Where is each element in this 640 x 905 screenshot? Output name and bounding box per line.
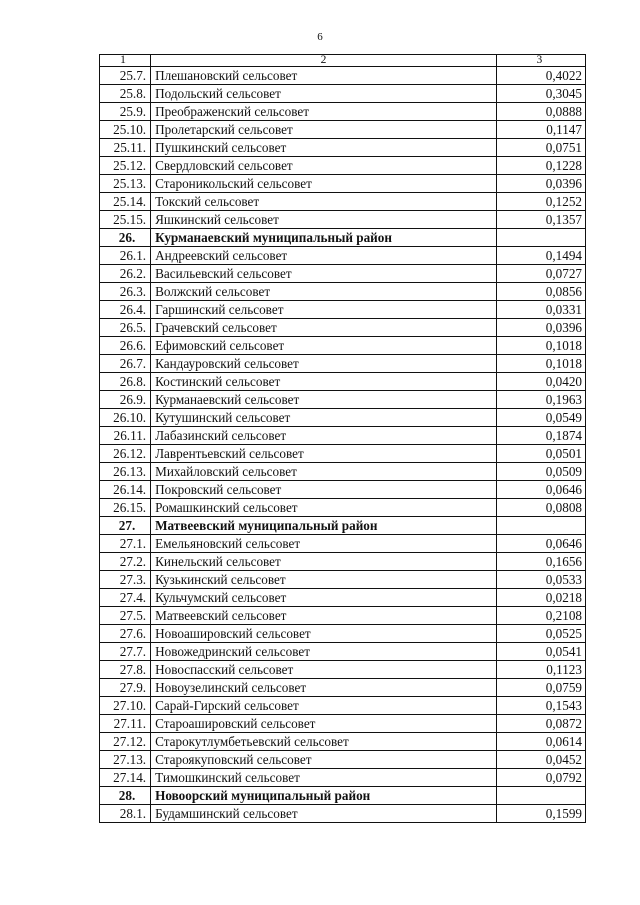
coefficient-value: 0,1874 (496, 427, 585, 445)
council-name: Тимошкинский сельсовет (151, 769, 497, 787)
row-number: 25.11. (100, 139, 151, 157)
row-number: 26.5. (100, 319, 151, 337)
table-row (100, 373, 586, 391)
coefficient-value: 0,3045 (496, 85, 585, 103)
row-number: 25.14. (100, 193, 151, 211)
table-row (100, 715, 586, 733)
coefficient-value: 0,1963 (496, 391, 585, 409)
council-name: Михайловский сельсовет (151, 463, 497, 481)
row-number: 27.2. (100, 553, 151, 571)
row-number: 26.9. (100, 391, 151, 409)
row-number: 27.12. (100, 733, 151, 751)
row-number: 25.13. (100, 175, 151, 193)
table-row (100, 103, 586, 121)
table-row (100, 193, 586, 211)
council-name: Покровский сельсовет (151, 481, 497, 499)
council-name: Кузькинский сельсовет (151, 571, 497, 589)
page-number: 6 (317, 31, 323, 43)
council-name: Кинельский сельсовет (151, 553, 497, 571)
table-row (100, 211, 586, 229)
coefficient-value: 0,0751 (496, 139, 585, 157)
table-row (100, 463, 586, 481)
council-name: Курманаевский сельсовет (151, 391, 497, 409)
table-row (100, 247, 586, 265)
coefficient-value: 0,1357 (496, 211, 585, 229)
row-number: 27.5. (100, 607, 151, 625)
coefficient-value: 0,0509 (496, 463, 585, 481)
table-row (100, 481, 586, 499)
coefficient-value: 0,1018 (496, 337, 585, 355)
council-name: Староникольский сельсовет (151, 175, 497, 193)
council-name: Токский сельсовет (151, 193, 497, 211)
coefficient-value: 0,0396 (496, 175, 585, 193)
coefficient-value: 0,0218 (496, 589, 585, 607)
row-number: 25.12. (100, 157, 151, 175)
table-row (100, 175, 586, 193)
council-name: Будамшинский сельсовет (151, 805, 497, 823)
coefficient-value: 0,0792 (496, 769, 585, 787)
council-name: Лабазинский сельсовет (151, 427, 497, 445)
row-number: 27.4. (100, 589, 151, 607)
coefficient-value: 0,0501 (496, 445, 585, 463)
coefficient-value: 0,4022 (496, 67, 585, 85)
council-name: Кутушинский сельсовет (151, 409, 497, 427)
council-name: Новожедринский сельсовет (151, 643, 497, 661)
section-row (100, 517, 586, 535)
row-number: 27.8. (100, 661, 151, 679)
row-number: 26.10. (100, 409, 151, 427)
table-row (100, 391, 586, 409)
row-number: 27.14. (100, 769, 151, 787)
table-row (100, 355, 586, 373)
coefficient-value: 0,1252 (496, 193, 585, 211)
district-name: Новоорский муниципальный район (151, 787, 497, 805)
coefficient-value (496, 787, 585, 805)
council-name: Емельяновский сельсовет (151, 535, 497, 553)
coefficient-value: 0,1494 (496, 247, 585, 265)
table-row (100, 571, 586, 589)
row-number: 26.7. (100, 355, 151, 373)
row-number: 27. (100, 517, 151, 535)
row-number: 26.3. (100, 283, 151, 301)
council-name: Васильевский сельсовет (151, 265, 497, 283)
council-name: Староашировский сельсовет (151, 715, 497, 733)
table-row (100, 679, 586, 697)
table-row (100, 751, 586, 769)
council-name: Новоузелинский сельсовет (151, 679, 497, 697)
council-name: Свердловский сельсовет (151, 157, 497, 175)
coefficient-value: 0,0549 (496, 409, 585, 427)
council-name: Новоспасский сельсовет (151, 661, 497, 679)
council-name: Новоашировский сельсовет (151, 625, 497, 643)
council-name: Пушкинский сельсовет (151, 139, 497, 157)
council-name: Преображенский сельсовет (151, 103, 497, 121)
section-row (100, 229, 586, 247)
table-header-row (100, 55, 586, 67)
table-row (100, 535, 586, 553)
table-row (100, 697, 586, 715)
coefficient-value: 0,0614 (496, 733, 585, 751)
coefficient-value: 0,0541 (496, 643, 585, 661)
council-name: Андреевский сельсовет (151, 247, 497, 265)
row-number: 27.13. (100, 751, 151, 769)
row-number: 26.15. (100, 499, 151, 517)
table-row (100, 337, 586, 355)
row-number: 25.8. (100, 85, 151, 103)
row-number: 26.14. (100, 481, 151, 499)
council-name: Кандауровский сельсовет (151, 355, 497, 373)
council-name: Старокутлумбетьевский сельсовет (151, 733, 497, 751)
coefficient-value: 0,0420 (496, 373, 585, 391)
row-number: 28. (100, 787, 151, 805)
council-name: Грачевский сельсовет (151, 319, 497, 337)
row-number: 27.3. (100, 571, 151, 589)
row-number: 26.11. (100, 427, 151, 445)
council-name: Пролетарский сельсовет (151, 121, 497, 139)
coefficient-value (496, 517, 585, 535)
coefficient-value: 0,0452 (496, 751, 585, 769)
coefficient-value: 0,0646 (496, 535, 585, 553)
row-number: 27.10. (100, 697, 151, 715)
coefficient-value: 0,1123 (496, 661, 585, 679)
row-number: 27.1. (100, 535, 151, 553)
coefficient-value: 0,0331 (496, 301, 585, 319)
coefficient-value: 0,1599 (496, 805, 585, 823)
column-header-2: 2 (151, 55, 497, 67)
row-number: 26. (100, 229, 151, 247)
coefficient-value: 0,1656 (496, 553, 585, 571)
data-table (99, 54, 586, 823)
table-row (100, 157, 586, 175)
row-number: 25.7. (100, 67, 151, 85)
coefficient-value: 0,1228 (496, 157, 585, 175)
coefficient-value: 0,2108 (496, 607, 585, 625)
coefficient-value: 0,0888 (496, 103, 585, 121)
row-number: 25.15. (100, 211, 151, 229)
row-number: 27.9. (100, 679, 151, 697)
table-row (100, 67, 586, 85)
table-row (100, 733, 586, 751)
coefficient-value: 0,0872 (496, 715, 585, 733)
row-number: 27.11. (100, 715, 151, 733)
coefficient-value: 0,1018 (496, 355, 585, 373)
table-row (100, 139, 586, 157)
council-name: Ефимовский сельсовет (151, 337, 497, 355)
row-number: 26.4. (100, 301, 151, 319)
coefficient-value: 0,0533 (496, 571, 585, 589)
row-number: 26.12. (100, 445, 151, 463)
row-number: 27.7. (100, 643, 151, 661)
table-row (100, 769, 586, 787)
council-name: Яшкинский сельсовет (151, 211, 497, 229)
row-number: 27.6. (100, 625, 151, 643)
table-row (100, 445, 586, 463)
table-row (100, 553, 586, 571)
row-number: 26.2. (100, 265, 151, 283)
coefficient-value: 0,0759 (496, 679, 585, 697)
council-name: Кульчумский сельсовет (151, 589, 497, 607)
row-number: 26.6. (100, 337, 151, 355)
row-number: 26.1. (100, 247, 151, 265)
council-name: Ромашкинский сельсовет (151, 499, 497, 517)
council-name: Плешановский сельсовет (151, 67, 497, 85)
coefficient-value (496, 229, 585, 247)
table-row (100, 319, 586, 337)
coefficient-value: 0,0525 (496, 625, 585, 643)
council-name: Волжский сельсовет (151, 283, 497, 301)
section-row (100, 787, 586, 805)
council-name: Гаршинский сельсовет (151, 301, 497, 319)
table-row (100, 589, 586, 607)
column-header-1: 1 (100, 55, 151, 67)
coefficient-value: 0,0646 (496, 481, 585, 499)
council-name: Подольский сельсовет (151, 85, 497, 103)
row-number: 25.10. (100, 121, 151, 139)
table-row (100, 661, 586, 679)
table-row (100, 283, 586, 301)
coefficient-value: 0,0396 (496, 319, 585, 337)
table-row (100, 499, 586, 517)
council-name: Староякуповский сельсовет (151, 751, 497, 769)
column-header-3: 3 (496, 55, 585, 67)
table-row (100, 607, 586, 625)
row-number: 28.1. (100, 805, 151, 823)
row-number: 25.9. (100, 103, 151, 121)
coefficient-value: 0,0727 (496, 265, 585, 283)
table-row (100, 427, 586, 445)
table-row (100, 625, 586, 643)
coefficient-value: 0,0856 (496, 283, 585, 301)
coefficient-value: 0,0808 (496, 499, 585, 517)
table-row (100, 643, 586, 661)
table-row (100, 265, 586, 283)
coefficient-value: 0,1543 (496, 697, 585, 715)
district-name: Курманаевский муниципальный район (151, 229, 497, 247)
council-name: Лаврентьевский сельсовет (151, 445, 497, 463)
table-row (100, 409, 586, 427)
table-row (100, 805, 586, 823)
table-row (100, 85, 586, 103)
council-name: Костинский сельсовет (151, 373, 497, 391)
council-name: Сарай-Гирский сельсовет (151, 697, 497, 715)
row-number: 26.8. (100, 373, 151, 391)
district-name: Матвеевский муниципальный район (151, 517, 497, 535)
council-name: Матвеевский сельсовет (151, 607, 497, 625)
coefficient-value: 0,1147 (496, 121, 585, 139)
table-row (100, 121, 586, 139)
row-number: 26.13. (100, 463, 151, 481)
table-row (100, 301, 586, 319)
